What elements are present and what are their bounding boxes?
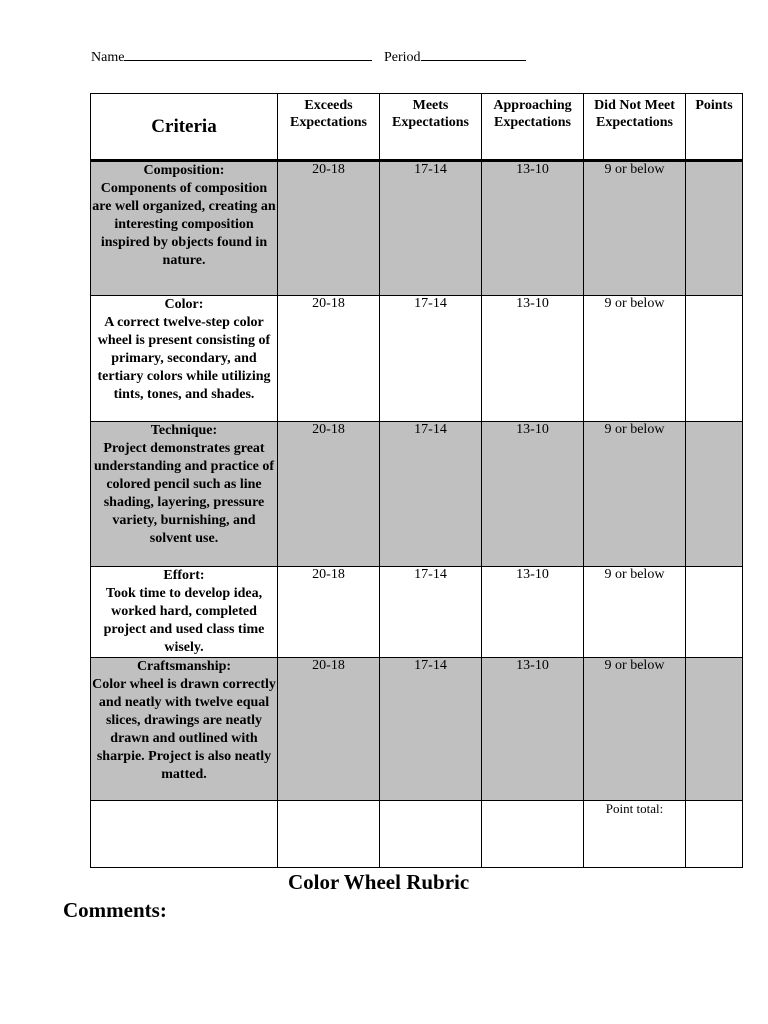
score-meets: 17-14 xyxy=(380,567,482,658)
period-blank-field[interactable] xyxy=(421,47,526,61)
score-approaching: 13-10 xyxy=(482,658,584,801)
criteria-cell xyxy=(91,658,278,801)
column-header-did-not-meet: Did Not Meet Expectations xyxy=(584,94,686,161)
table-row xyxy=(91,422,743,567)
score-exceeds: 20-18 xyxy=(278,422,380,567)
empty-cell xyxy=(482,801,584,868)
score-meets: 17-14 xyxy=(380,296,482,422)
point-total-cell[interactable] xyxy=(686,801,743,868)
criteria-title: Composition: xyxy=(143,163,225,178)
score-exceeds: 20-18 xyxy=(278,296,380,422)
empty-cell xyxy=(91,801,278,868)
period-label: Period xyxy=(383,50,421,65)
criteria-description: Components of composition are well organized, creating an interesting composition inspired by objects found in nature. xyxy=(92,181,276,268)
points-cell[interactable] xyxy=(686,567,743,658)
points-cell[interactable] xyxy=(686,296,743,422)
total-row xyxy=(91,801,743,868)
page-title: Color Wheel Rubric xyxy=(288,870,470,894)
name-label: Name xyxy=(91,50,125,65)
criteria-title: Effort: xyxy=(163,568,205,583)
criteria-cell xyxy=(91,422,278,567)
criteria-title: Color: xyxy=(164,297,204,312)
column-header-meets: Meets Expectations xyxy=(380,94,482,161)
rubric-table xyxy=(90,93,743,868)
column-header-criteria: Criteria xyxy=(91,94,278,161)
table-header-row xyxy=(91,94,743,161)
empty-cell xyxy=(380,801,482,868)
score-meets: 17-14 xyxy=(380,161,482,296)
table-row xyxy=(91,161,743,296)
score-exceeds: 20-18 xyxy=(278,658,380,801)
empty-cell xyxy=(278,801,380,868)
score-did-not-meet: 9 or below xyxy=(584,567,686,658)
criteria-title: Craftsmanship: xyxy=(136,659,232,674)
name-blank-field[interactable] xyxy=(124,47,372,61)
comments-label: Comments: xyxy=(63,898,167,922)
table-row xyxy=(91,296,743,422)
column-header-approaching: Approaching Expectations xyxy=(482,94,584,161)
student-info-line xyxy=(91,47,526,66)
score-meets: 17-14 xyxy=(380,658,482,801)
score-approaching: 13-10 xyxy=(482,161,584,296)
column-header-exceeds: Exceeds Expectations xyxy=(278,94,380,161)
score-did-not-meet: 9 or below xyxy=(584,658,686,801)
criteria-cell xyxy=(91,296,278,422)
criteria-description: Took time to develop idea, worked hard, completed project and used class time wisely. xyxy=(103,586,265,655)
score-did-not-meet: 9 or below xyxy=(584,296,686,422)
score-approaching: 13-10 xyxy=(482,422,584,567)
criteria-description: A correct twelve-step color wheel is present consisting of primary, secondary, and tertiary colors while utilizing tints, tones, and shades. xyxy=(97,315,271,402)
score-meets: 17-14 xyxy=(380,422,482,567)
score-exceeds: 20-18 xyxy=(278,567,380,658)
score-exceeds: 20-18 xyxy=(278,161,380,296)
criteria-cell xyxy=(91,161,278,296)
score-approaching: 13-10 xyxy=(482,567,584,658)
points-cell[interactable] xyxy=(686,161,743,296)
criteria-cell xyxy=(91,567,278,658)
point-total-label: Point total: xyxy=(584,801,686,868)
criteria-title: Technique: xyxy=(150,423,218,438)
score-did-not-meet: 9 or below xyxy=(584,422,686,567)
column-header-points: Points xyxy=(686,94,743,161)
points-cell[interactable] xyxy=(686,422,743,567)
score-did-not-meet: 9 or below xyxy=(584,161,686,296)
points-cell[interactable] xyxy=(686,658,743,801)
table-row xyxy=(91,567,743,658)
criteria-description: Color wheel is drawn correctly and neatly with twelve equal slices, drawings are neatly drawn and outlined with sharpie. Project is also neatly matted. xyxy=(92,677,276,782)
score-approaching: 13-10 xyxy=(482,296,584,422)
table-row xyxy=(91,658,743,801)
criteria-description: Project demonstrates great understanding and practice of colored pencil such as line shading, layering, pressure variety, burnishing, and solvent use. xyxy=(93,441,275,546)
